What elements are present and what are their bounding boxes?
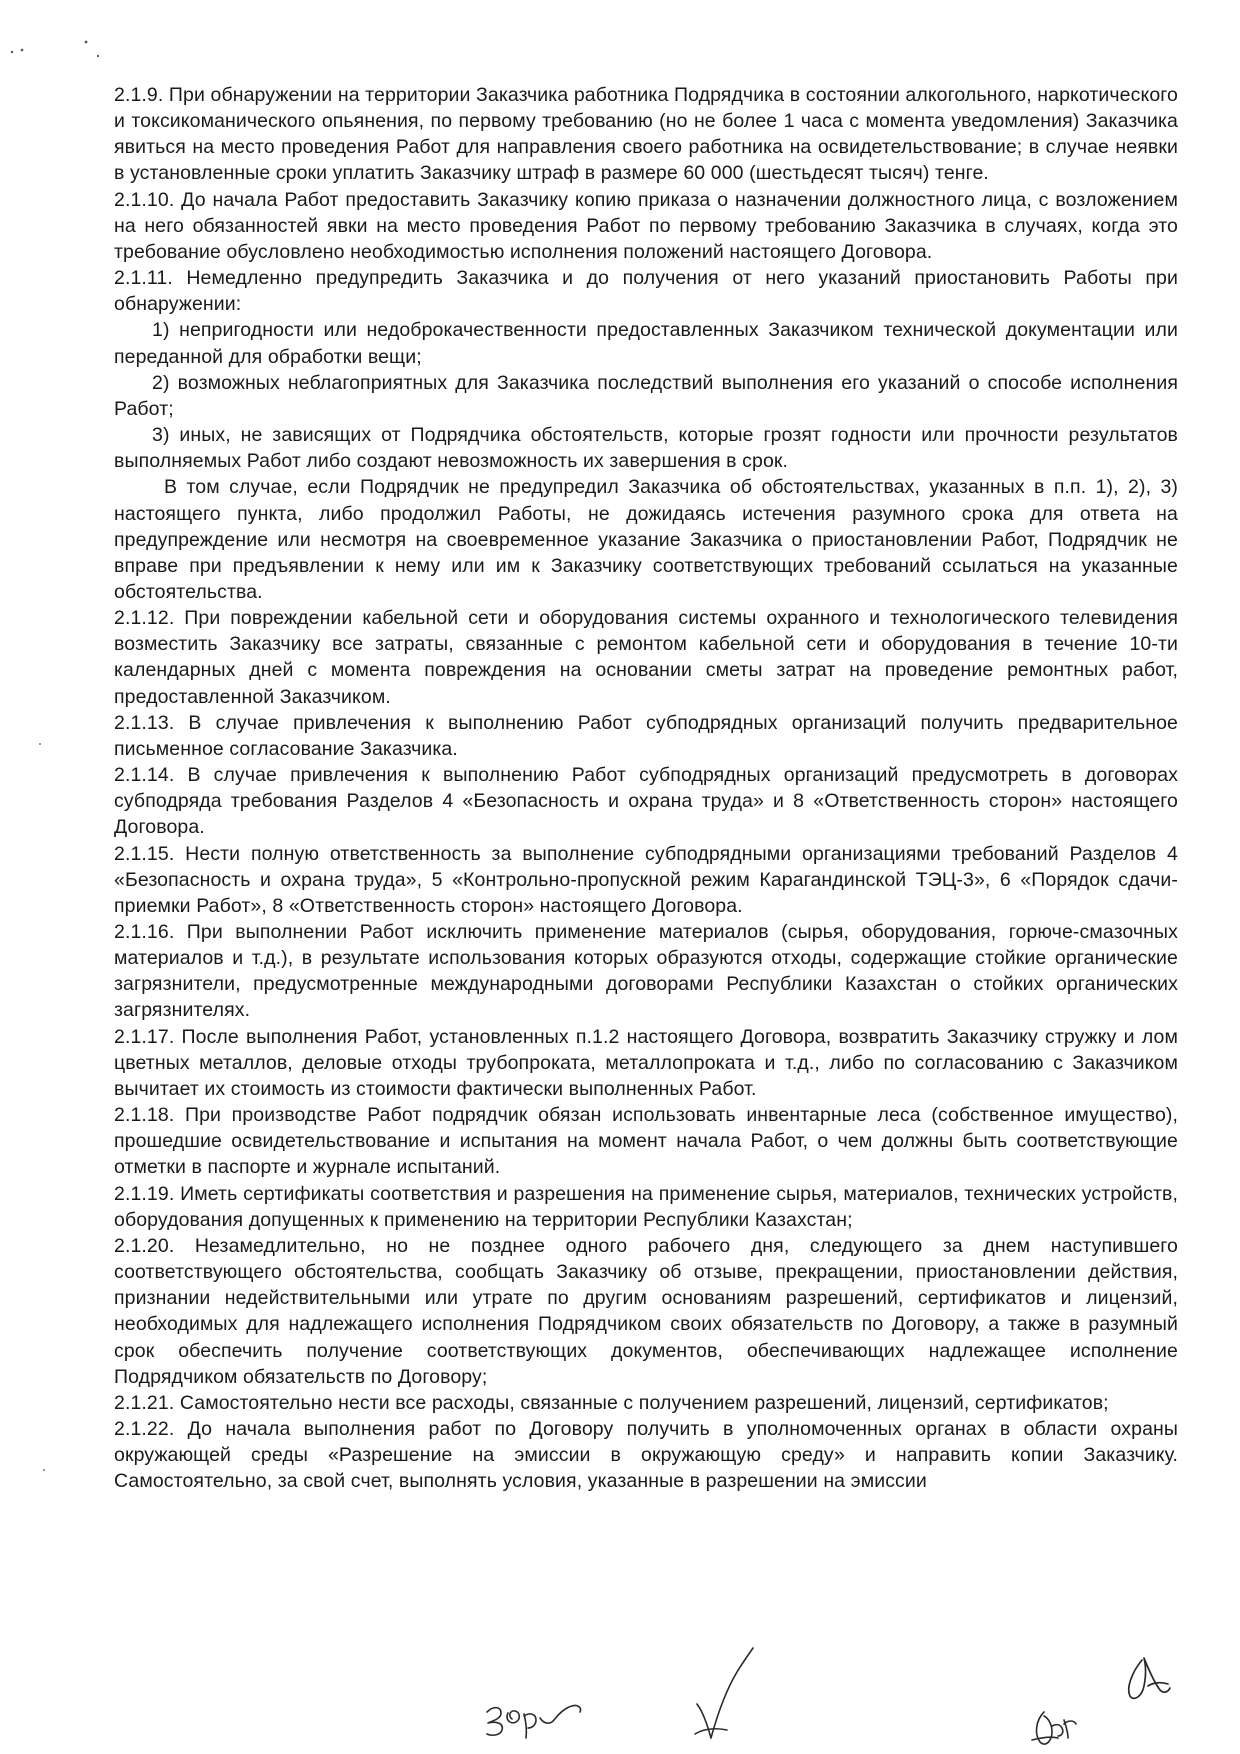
clause-2-1-13: 2.1.13. В случае привлечения к выполнению Работ субподрядных организаций получить предварительное письменное согласование Заказчика. bbox=[114, 711, 1178, 760]
signature-4 bbox=[1129, 1658, 1170, 1698]
clause-2-1-12: 2.1.12. При повреждении кабельной сети и оборудования системы охранного и технологического телевидения возместить Заказчику все затраты, связанные с ремонтом кабельной сети и оборудования в течение 10-ти календарных дней с момента повреждения на основании сметы затрат на проведение ремонтных работ, предоставленной Заказчиком. bbox=[114, 607, 1178, 708]
signature-3 bbox=[1032, 1712, 1076, 1744]
document-body bbox=[114, 82, 1178, 1494]
clause-2-1-20: 2.1.20. Незамедлительно, но не позднее одного рабочего дня, следующего за днем наступившего соответствующего обстоятельства, сообщать Заказчику об отзыве, прекращении, приостановлении действия, признании недействительными или утрате по другим основаниям разрешений, сертификатов и лицензий, необходимых для надлежащего исполнения Подрядчиком своих обязательств по Договору, а также в разумный срок обеспечить получение соответствующих документов, обеспечивающих надлежащее исполнение Подрядчиком обязательств по Договору; bbox=[114, 1234, 1178, 1388]
clause-2-1-11-item-3: 3) иных, не зависящих от Подрядчика обстоятельств, которые грозят годности или прочности результатов выполняемых Работ либо создают невозможность их завершения в срок. bbox=[114, 424, 1178, 473]
clause-2-1-17: 2.1.17. После выполнения Работ, установленных п.1.2 настоящего Договора, возвратить Заказчику стружку и лом цветных металлов, деловые отходы трубопроката, металлопроката и т.д., либо по согласованию с Заказчиком вычитает их стоимость из стоимости фактически выполненных Работ. bbox=[114, 1025, 1178, 1100]
clause-2-1-15: 2.1.15. Нести полную ответственность за выполнение субподрядными организациями требований Разделов 4 «Безопасность и охрана труда», 5 «Контрольно-пропускной режим Карагандинской ТЭЦ-3», 6 «Порядок сдачи-приемки Работ», 8 «Ответственность сторон» настоящего Договора. bbox=[114, 842, 1178, 917]
clause-2-1-14: 2.1.14. В случае привлечения к выполнению Работ субподрядных организаций предусмотреть в договорах субподряда требования Разделов 4 «Безопасность и охрана труда» и 8 «Ответственность сторон» настоящего Договора. bbox=[114, 764, 1178, 839]
signatures-area bbox=[0, 1570, 1240, 1754]
clause-2-1-10: 2.1.10. До начала Работ предоставить Заказчику копию приказа о назначении должностного лица, с возложением на него обязанностей явки на место проведения Работ по первому требованию Заказчика в случаях, когда это требование обусловлено необходимостью исполнения положений настоящего Договора. bbox=[114, 188, 1178, 263]
clause-2-1-21: 2.1.21. Самостоятельно нести все расходы, связанные с получением разрешений, лицензий, сертификатов; bbox=[114, 1391, 1109, 1414]
clause-2-1-22: 2.1.22. До начала выполнения работ по Договору получить в уполномоченных органах в области охраны окружающей среды «Разрешение на эмиссии в окружающую среду» и направить копии Заказчику. Самостоятельно, за свой счет, выполнять условия, указанные в разрешении на эмиссии bbox=[114, 1417, 1178, 1493]
clause-2-1-11: 2.1.11. Немедленно предупредить Заказчика и до получения от него указаний приостановить Работы при обнаружении: bbox=[114, 267, 1178, 316]
signature-2 bbox=[695, 1648, 753, 1738]
clause-2-1-16: 2.1.16. При выполнении Работ исключить применение материалов (сырья, оборудования, горюче-смазочных материалов и т.д.), в результате использования которых образуются отходы, содержащие стойкие органические загрязнители, предусмотренные международными договорами Республики Казахстан о стойких органических загрязнителях. bbox=[114, 921, 1178, 1022]
clause-2-1-11-item-2: 2) возможных неблагоприятных для Заказчика последствий выполнения его указаний о способе исполнения Работ; bbox=[114, 371, 1178, 420]
clause-2-1-19: 2.1.19. Иметь сертификаты соответствия и разрешения на применение сырья, материалов, технических устройств, оборудования допущенных к применению на территории Республики Казахстан; bbox=[114, 1182, 1178, 1231]
signature-1 bbox=[487, 1705, 581, 1738]
clause-2-1-9: 2.1.9. При обнаружении на территории Заказчика работника Подрядчика в состоянии алкогольного, наркотического и токсикоманического опьянения, по первому требованию (но не более 1 часа с момента уведомления) Заказчика явиться на место проведения Работ для направления своего работника на освидетельствование; в случае неявки в установленные сроки уплатить Заказчику штраф в размере 60 000 (шестьдесят тысяч) тенге. bbox=[114, 84, 1178, 185]
clause-2-1-11-note: В том случае, если Подрядчик не предупредил Заказчика об обстоятельствах, указанных в п.п. 1), 2), 3) настоящего пункта, либо продолжил Работы, не дожидаясь истечения разумного срока для ответа на предупреждение или несмотря на своевременное указание Заказчика о приостановлении Работ, Подрядчик не вправе при предъявлении к нему или им к Заказчику соответствующих требований ссылаться на указанные обстоятельства. bbox=[114, 476, 1178, 603]
clause-2-1-18: 2.1.18. При производстве Работ подрядчик обязан использовать инвентарные леса (собственное имущество), прошедшие освидетельствование и испытания на момент начала Работ, о чем должны быть соответствующие отметки в паспорте и журнале испытаний. bbox=[114, 1104, 1178, 1179]
clause-2-1-11-item-1: 1) непригодности или недоброкачественности предоставленных Заказчиком технической документации или переданной для обработки вещи; bbox=[114, 319, 1178, 368]
